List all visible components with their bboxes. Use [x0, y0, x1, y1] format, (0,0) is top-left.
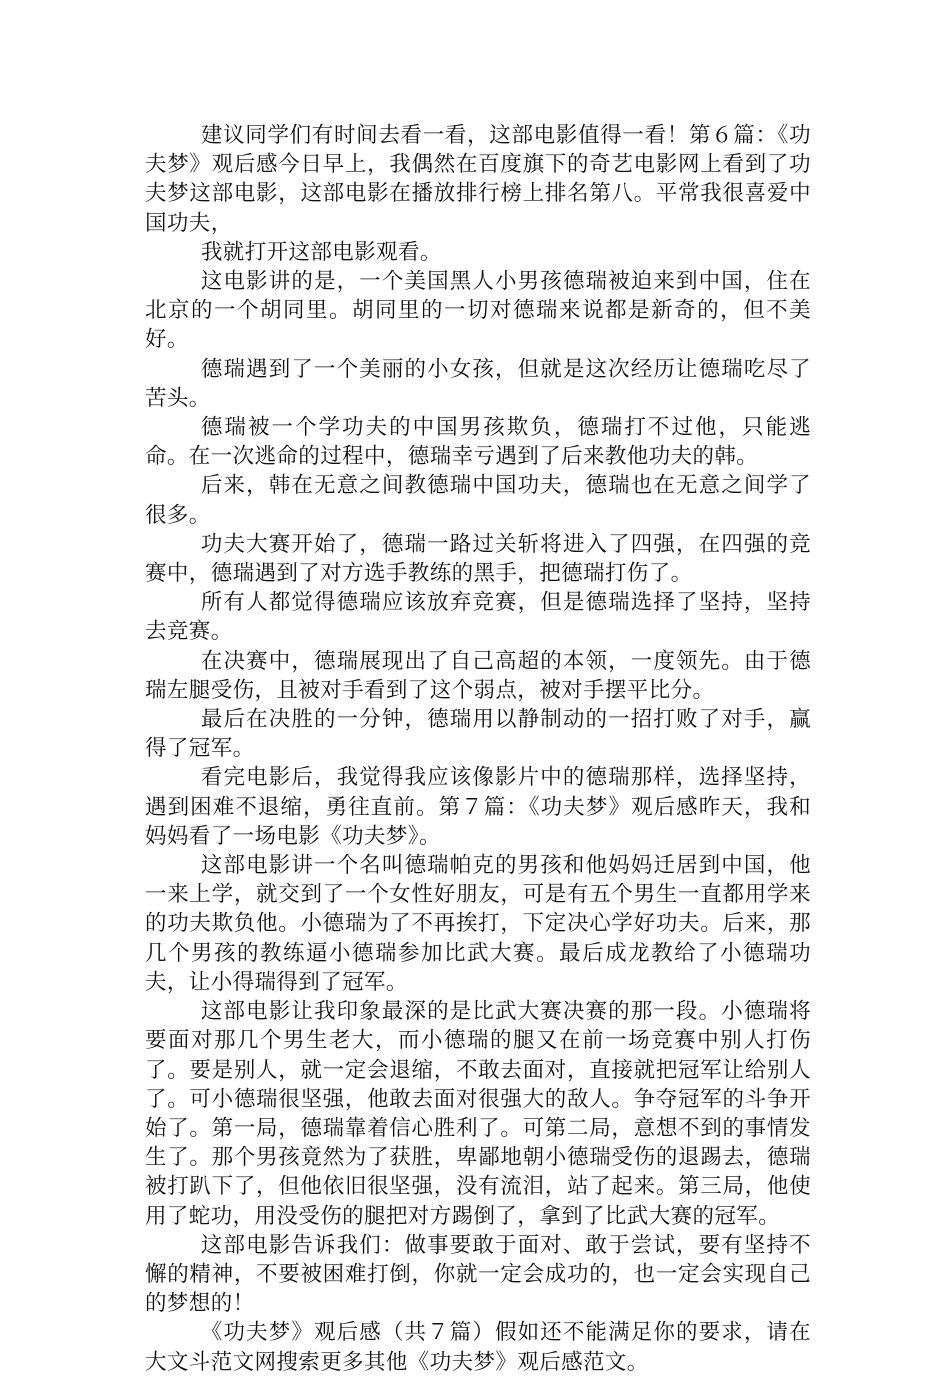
- paragraph: 这部电影告诉我们：做事要敢于面对、敢于尝试，要有坚持不懈的精神，不要被困难打倒，你就一定会成功的，也一定会实现自己的梦想的！: [145, 1232, 811, 1317]
- document-body: [145, 121, 811, 1377]
- paragraph: 所有人都觉得德瑞应该放弃竞赛，但是德瑞选择了坚持，坚持去竞赛。: [145, 590, 811, 645]
- paragraph: 建议同学们有时间去看一看，这部电影值得一看！第６篇：《功夫梦》观后感今日早上，我偶然在百度旗下的奇艺电影网上看到了功夫梦这部电影，这部电影在播放排行榜上排名第八。平常我很喜爱中国功夫，: [145, 123, 811, 236]
- paragraph: 德瑞遇到了一个美丽的小女孩，但就是这次经历让德瑞吃尽了苦头。: [145, 356, 811, 411]
- paragraph: 看完电影后，我觉得我应该像影片中的德瑞那样，选择坚持，遇到困难不退缩，勇往直前。第７篇：《功夫梦》观后感昨天，我和妈妈看了一场电影《功夫梦》。: [145, 765, 811, 849]
- paragraph: 这部电影讲一个名叫德瑞帕克的男孩和他妈妈迁居到中国，他一来上学，就交到了一个女性好朋友，可是有五个男生一直都用学来的功夫欺负他。小德瑞为了不再挨打，下定决心学好功夫。后来，那几个男孩的教练逼小德瑞参加比武大赛。最后成龙教给了小德瑞功夫，让小得瑞得到了冠军。: [145, 853, 811, 995]
- paragraph: 在决赛中，德瑞展现出了自己高超的本领，一度领先。由于德瑞左腿受伤，且被对手看到了这个弱点，被对手摆平比分。: [145, 648, 811, 703]
- paragraph: 最后在决胜的一分钟，德瑞用以静制动的一招打败了对手，赢得了冠军。: [145, 707, 811, 762]
- paragraph: 这部电影让我印象最深的是比武大赛决赛的那一段。小德瑞将要面对那几个男生老大，而小德瑞的腿又在前一场竞赛中别人打伤了。要是别人，就一定会退缩，不敢去面对，直接就把冠军让给别人了。可小德瑞很坚强，他敢去面对很强大的敌人。争夺冠军的斗争开始了。第一局，德瑞靠着信心胜利了。可第二局，意想不到的事情发生了。那个男孩竟然为了获胜，卑鄙地朝小德瑞受伤的退踢去，德瑞被打趴下了，但他依旧很坚强，没有流泪，站了起来。第三局，他使用了蛇功，用没受伤的腿把对方踢倒了，拿到了比武大赛的冠军。: [145, 999, 811, 1229]
- paragraph: 后来，韩在无意之间教德瑞中国功夫，德瑞也在无意之间学了很多。: [145, 473, 811, 528]
- paragraph: 德瑞被一个学功夫的中国男孩欺负，德瑞打不过他，只能逃命。在一次逃命的过程中，德瑞幸亏遇到了后来教他功夫的韩。: [145, 415, 811, 470]
- paragraph: 《功夫梦》观后感（共７篇）假如还不能满足你的要求，请在大文斗范文网搜索更多其他《功夫梦》观后感范文。: [145, 1320, 811, 1375]
- paragraph: 我就打开这部电影观看。: [200, 239, 442, 265]
- paragraph: 功夫大赛开始了，德瑞一路过关斩将进入了四强，在四强的竞赛中，德瑞遇到了对方选手教练的黑手，把德瑞打伤了。: [145, 531, 811, 587]
- paragraph: 这电影讲的是，一个美国黑人小男孩德瑞被迫来到中国，住在北京的一个胡同里。胡同里的一切对德瑞来说都是新奇的，但不美好。: [145, 269, 811, 353]
